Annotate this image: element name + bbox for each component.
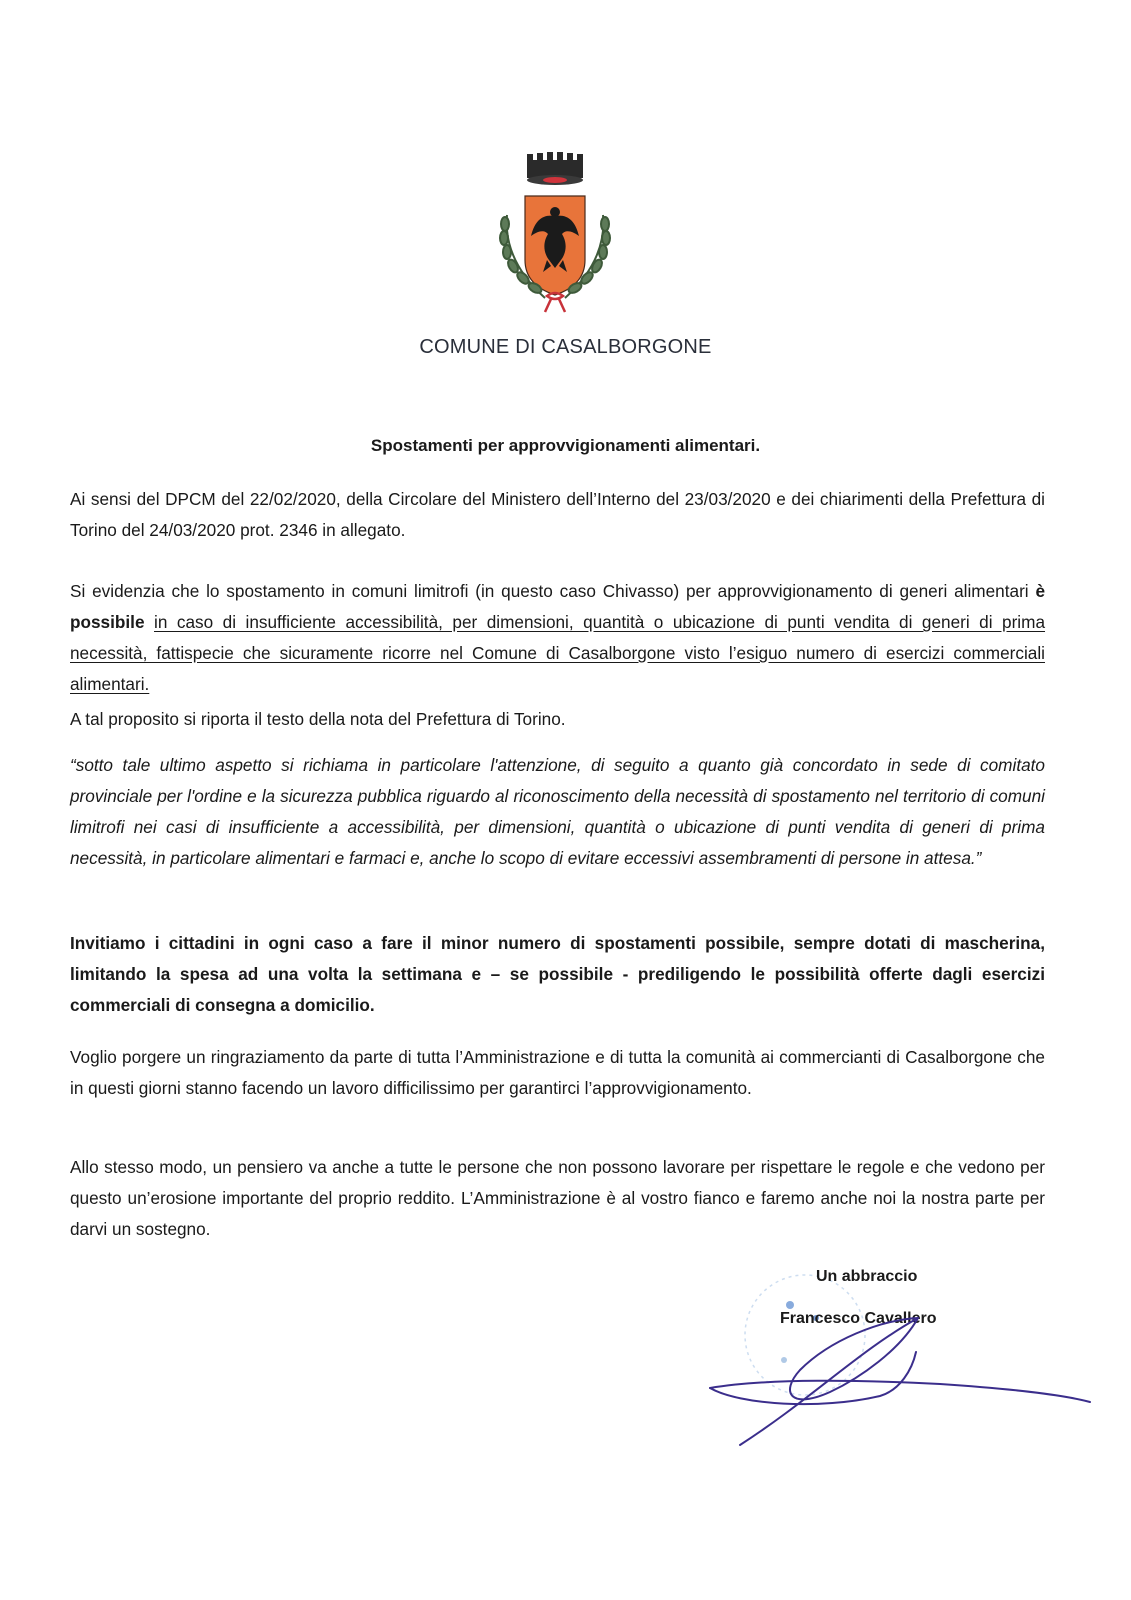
prefecture-quote: “sotto tale ultimo aspetto si richiama in particolare l'attenzione, di seguito a quanto già concordato in sede di comitato provinciale per l'ordine e la sicurezza pubblica riguardo al riconoscimento della necessità di spostamento nel territorio di comuni limitrofi nei casi di insufficiente a accessibilità, per dimensioni, quantità o ubicazione di punti vendita di generi di prima necessità, in particolare alimentari e farmaci e, anche lo scopo di evitare eccessivi assembramenti di persone in attesa.”: [70, 755, 1045, 868]
signatory-name: Francesco Cavallero: [780, 1310, 937, 1327]
document-title: Spostamenti per approvvigionamenti alimentari.: [370, 436, 761, 455]
crown-icon: [527, 152, 583, 185]
paragraph-travel-possible: [70, 576, 1045, 700]
signature-block: [680, 1260, 1100, 1450]
paragraph-text: Si evidenzia che lo spostamento in comuni limitrofi (in questo caso Chivasso) per approvvigionamento di generi alimentari: [70, 581, 1036, 601]
underlined-conditions: in caso di insufficiente accessibilità, per dimensioni, quantità o ubicazione di punti vendita di generi di prima necessità, fattispecie che sicuramente ricorre nel Comune di Casalborgone visto l’esiguo numero di esercizi commerciali alimentari.: [70, 612, 1046, 694]
paragraph-thanks-merchants: Voglio porgere un ringraziamento da parte di tutta l’Amministrazione e di tutta la comunità ai commercianti di Casalborgone che in questi giorni stanno facendo un lavoro difficilissimo per garantirci l’approvvigionamento.: [70, 1047, 1045, 1098]
closing-greeting: Un abbraccio: [816, 1268, 918, 1285]
paragraph-support-workers: Allo stesso modo, un pensiero va anche a tutte le persone che non possono lavorare per rispettare le regole e che vedono per questo un’erosione importante del proprio reddito. L’Amministrazione è al vostro fianco e faremo anche noi la nostra parte per darvi un sostegno.: [70, 1157, 1045, 1239]
handwritten-signature-icon: [680, 1260, 1100, 1450]
paragraph-legal-references: Ai sensi del DPCM del 22/02/2020, della Circolare del Ministero dell’Interno del 23/03/2020 e dei chiarimenti della Prefettura di Torino del 24/03/2020 prot. 2346 in allegato.: [70, 489, 1045, 540]
paragraph-prefecture-intro: A tal proposito si riporta il testo della nota del Prefettura di Torino.: [70, 709, 566, 729]
paragraph-citizen-invitation: Invitiamo i cittadini in ogni caso a fare il minor numero di spostamenti possibile, sempre dotati di mascherina, limitando la spesa ad una volta la settimana e – se possibile - prediligendo le possibilità offerte dagli esercizi commerciali di consegna a domicilio.: [70, 933, 1045, 1015]
municipal-coat-of-arms-icon: [485, 150, 625, 315]
emphasis-possibile: è possibile: [70, 581, 1045, 632]
spacer: [145, 612, 155, 632]
municipality-name: COMUNE DI CASALBORGONE: [419, 336, 712, 358]
